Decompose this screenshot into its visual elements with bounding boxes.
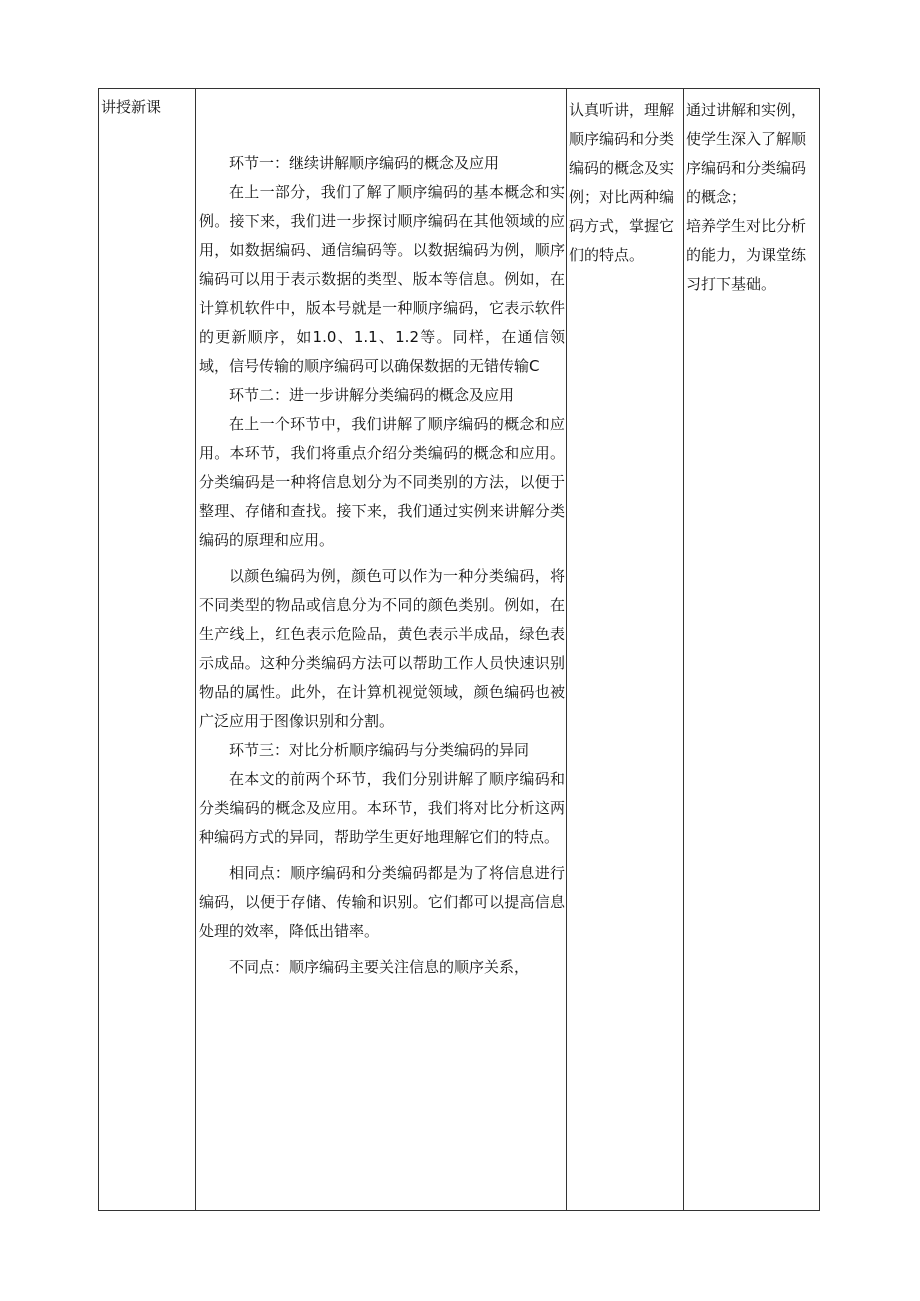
teaching-content-cell bbox=[196, 89, 566, 1210]
content-paragraph: 以颜色编码为例，颜色可以作为一种分类编码，将不同类型的物品或信息分为不同的颜色类别。例如，在生产线上，红色表示危险品，黄色表示半成品，绿色表示成品。这种分类编码方法可以帮助工作人员快速识别物品的属性。此外，在计算机视觉领域，颜色编码也被广泛应用于图像识别和分割。 bbox=[199, 567, 565, 730]
lesson-plan-table bbox=[98, 88, 820, 1211]
content-paragraph: 相同点：顺序编码和分类编码都是为了将信息进行编码，以便于存储、传输和识别。它们都可以提高信息处理的效率，降低出错率。 bbox=[199, 864, 565, 940]
design-intent-cell bbox=[684, 89, 819, 1210]
content-paragraph: 在本文的前两个环节，我们分别讲解了顺序编码和分类编码的概念及应用。本环节，我们将对比分析这两种编码方式的异同，帮助学生更好地理解它们的特点。 bbox=[199, 770, 565, 846]
section-heading: 环节一：继续讲解顺序编码的概念及应用 bbox=[229, 154, 500, 172]
content-paragraph: 不同点：顺序编码主要关注信息的顺序关系， bbox=[229, 958, 530, 976]
stage-label: 讲授新课 bbox=[101, 98, 162, 116]
student-activity-text: 认真听讲，理解顺序编码和分类编码的概念及实例；对比两种编码方式，掌握它们的特点。 bbox=[569, 101, 675, 264]
student-activity-cell bbox=[567, 89, 683, 1210]
section-heading: 环节二：进一步讲解分类编码的概念及应用 bbox=[229, 386, 515, 404]
design-intent-text: 通过讲解和实例，使学生深入了解顺序编码和分类编码的概念； bbox=[686, 101, 807, 206]
design-intent-text: 培养学生对比分析的能力，为课堂练习打下基础。 bbox=[686, 217, 807, 293]
section-heading: 环节三：对比分析顺序编码与分类编码的异同 bbox=[229, 741, 530, 759]
stage-cell bbox=[99, 89, 195, 1210]
content-paragraph: 在上一部分，我们了解了顺序编码的基本概念和实例。接下来，我们进一步探讨顺序编码在其他领域的应用，如数据编码、通信编码等。以数据编码为例，顺序编码可以用于表示数据的类型、版本等信息。例如，在计算机软件中，版本号就是一种顺序编码，它表示软件的更新顺序，如1.0、1.1、1.2等。同样，在通信领域，信号传输的顺序编码可以确保数据的无错传输C bbox=[199, 183, 565, 375]
content-paragraph: 在上一个环节中，我们讲解了顺序编码的概念和应用。本环节，我们将重点介绍分类编码的概念和应用。分类编码是一种将信息划分为不同类别的方法，以便于整理、存储和查找。接下来，我们通过实例来讲解分类编码的原理和应用。 bbox=[199, 415, 565, 549]
